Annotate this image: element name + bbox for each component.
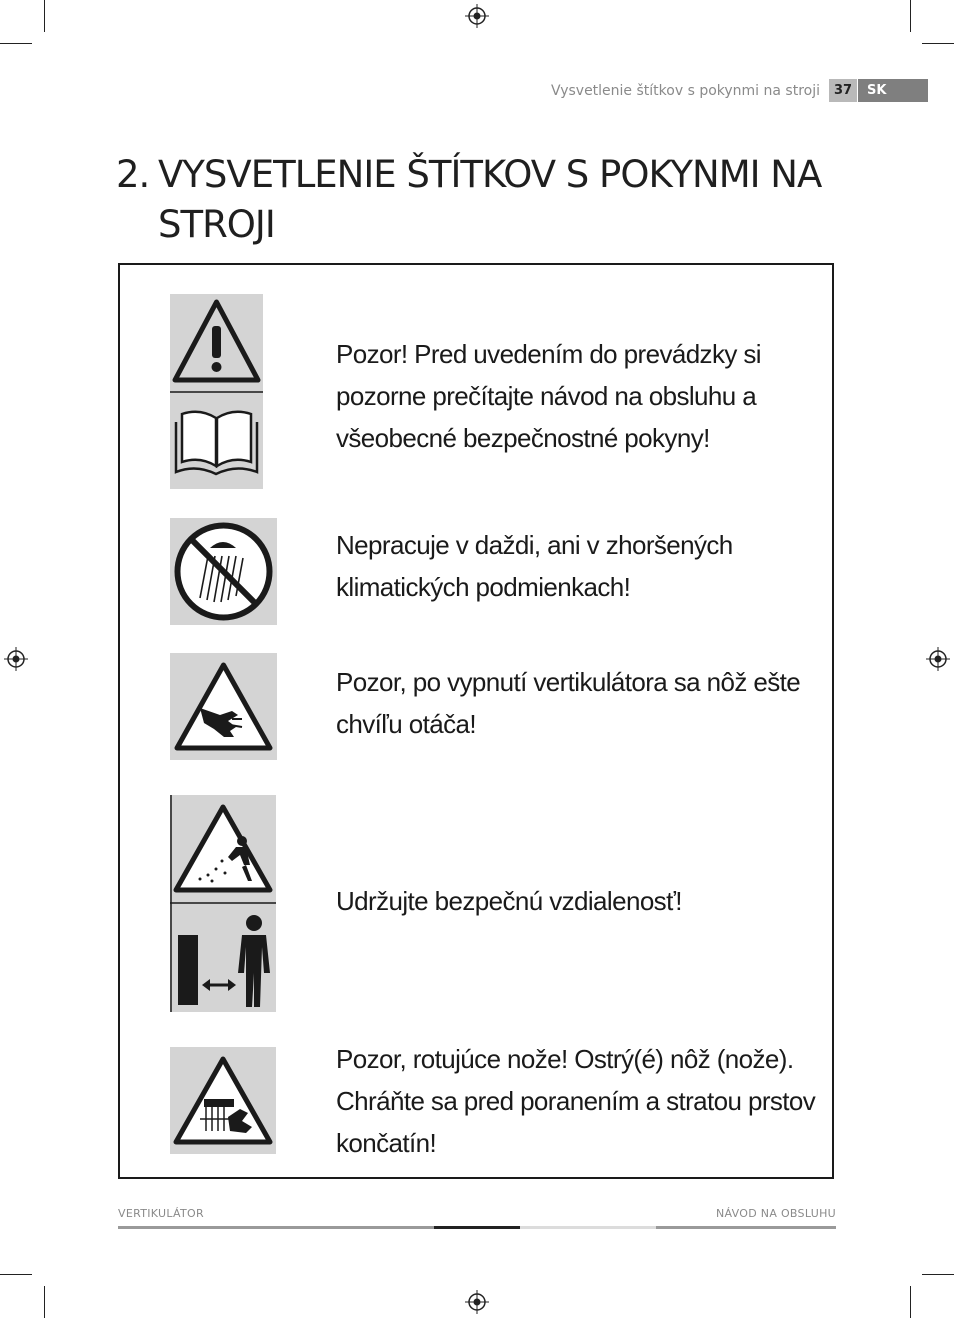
page-number: 37: [829, 79, 857, 102]
footer-document-name: NÁVOD NA OBSLUHU: [715, 1207, 836, 1220]
crop-mark: [0, 43, 32, 44]
crop-mark: [910, 0, 911, 32]
registration-mark-icon: [926, 647, 950, 671]
rotating-blade-hand-warning-icon: [170, 653, 277, 760]
registration-mark-icon: [465, 1290, 489, 1314]
symbol-description: Pozor! Pred uvedením do prevádzky si pozorne prečítajte návod na obsluhu a všeobecné bezpečnostné pokyny!: [336, 339, 761, 453]
section-title-line1: VYSVETLENIE ŠTÍTKOV S POKYNMI NA: [158, 153, 822, 196]
warning-and-read-manual-icon: [170, 294, 263, 489]
symbol-description: Udržujte bezpečnú vzdialenosť!: [336, 886, 682, 916]
symbol-description: Pozor, rotujúce nože! Ostrý(é) nôž (nože). Chráňte sa pred poranením a stratou prstov končatín!: [336, 1044, 816, 1158]
crop-mark: [44, 1286, 45, 1318]
registration-mark-icon: [465, 4, 489, 28]
section-number: 2.: [116, 153, 150, 196]
crop-mark: [922, 1274, 954, 1275]
crop-mark: [44, 0, 45, 32]
footer-bar: [434, 1226, 520, 1229]
crop-mark: [910, 1286, 911, 1318]
crop-mark: [0, 1274, 32, 1275]
symbol-description: Nepracuje v daždi, ani v zhoršených klimatických podmienkach!: [336, 530, 733, 602]
rotating-knives-fingers-warning-icon: [170, 1047, 276, 1154]
footer-bar: [520, 1226, 656, 1229]
footer-bar: [118, 1226, 434, 1229]
crop-mark: [922, 43, 954, 44]
thrown-objects-keep-distance-icon: [170, 795, 276, 1012]
section-heading: [116, 150, 836, 250]
footer-bar: [656, 1226, 836, 1229]
no-rain-icon: [170, 518, 277, 625]
language-tab: SK: [858, 79, 928, 102]
footer-product-name: VERTIKULÁTOR: [118, 1207, 204, 1220]
section-title-line2: STROJI: [158, 203, 275, 246]
symbol-description: Pozor, po vypnutí vertikulátora sa nôž ešte chvíľu otáča!: [336, 667, 801, 739]
running-header-title: Vysvetlenie štítkov s pokynmi na stroji: [551, 83, 820, 99]
registration-mark-icon: [4, 647, 28, 671]
